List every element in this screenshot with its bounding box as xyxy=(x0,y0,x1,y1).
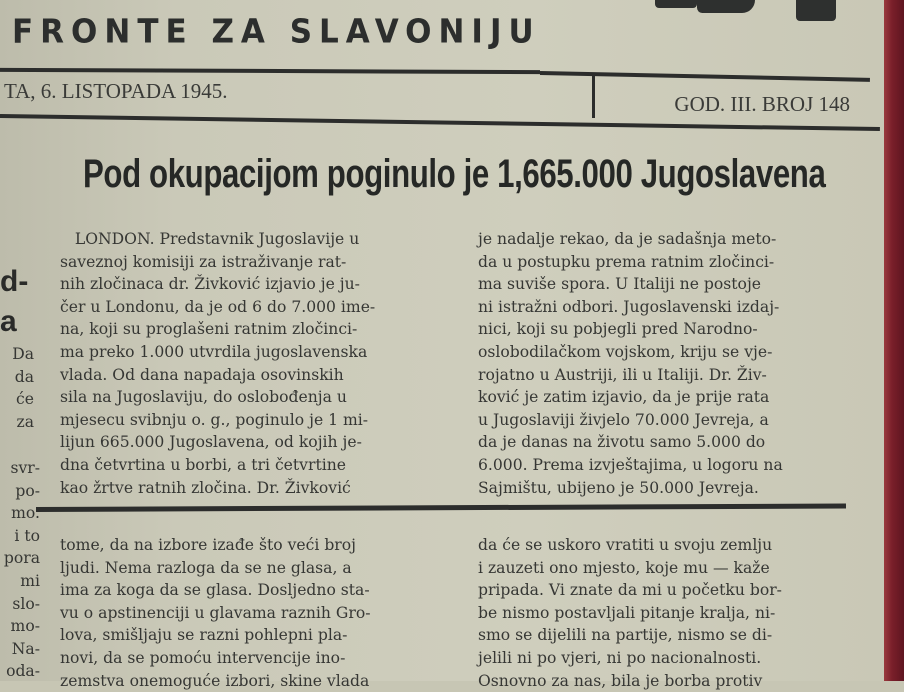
binding-edge xyxy=(884,0,904,681)
text-fragment: oda- xyxy=(6,662,40,681)
text-line: lijun 665.000 Jugoslavena, od kojih je- xyxy=(60,433,362,452)
article-column-right xyxy=(478,228,873,499)
side-column-fragment-bottom xyxy=(0,457,40,683)
text-line: jelili ni po vjeri, ni po nacionalnosti. xyxy=(478,648,762,667)
text-line: Sajmištu, ubijeno je 50.000 Jevreja. xyxy=(478,478,759,497)
text-line: kao žrtve ratnih zločina. Dr. Živković xyxy=(60,478,351,497)
text-line: vlada. Od dana napadaja osovinskih xyxy=(60,365,344,384)
text-fragment: Da xyxy=(12,345,34,363)
text-fragment: će xyxy=(16,390,34,409)
text-line: je nadalje rekao, da je sadašnja meto- xyxy=(478,230,777,248)
text-line: oslobodilačkom vojskom, kriju se vje- xyxy=(478,342,773,361)
text-line: sila na Jugoslaviju, do oslobođenja u xyxy=(60,388,347,407)
text-fragment: i to xyxy=(14,526,40,545)
text-line: lova, smišljaju se razni pohlepni pla- xyxy=(60,626,348,645)
side-article-headline-fragment xyxy=(0,262,30,342)
masthead-letter-fragment xyxy=(655,0,697,8)
article-column-left xyxy=(60,228,468,499)
text-fragment: da xyxy=(14,367,34,386)
text-line: 6.000. Prema izvještajima, u logoru na xyxy=(478,455,783,474)
header-rule-top xyxy=(0,68,540,74)
text-line: čer u Londonu, da je od 6 do 7.000 ime- xyxy=(60,297,376,316)
masthead-letter-fragment xyxy=(796,0,836,21)
dateline: TA, 6. LISTOPADA 1945. xyxy=(4,79,228,103)
next-article-column-left xyxy=(60,534,468,692)
text-line: da je danas na životu samo 5.000 do xyxy=(478,433,766,452)
text-fragment: slo- xyxy=(12,594,40,613)
text-fragment: mi xyxy=(20,571,40,590)
headline-fragment-line: d- xyxy=(0,265,29,298)
text-line: da u postupku prema ratnim zločinci- xyxy=(478,252,775,271)
text-fragment: Na- xyxy=(11,639,40,658)
text-line: be nismo postavljali pitanje kralja, ni- xyxy=(478,603,776,622)
text-line: ljudi. Nema razloga da se ne glasa, a xyxy=(60,558,352,577)
article-separator-rule xyxy=(36,503,846,512)
text-fragment: za xyxy=(16,412,34,431)
text-line: nici, koji su pobjegli pred Narodno- xyxy=(478,320,758,339)
headline-fragment-line: a xyxy=(0,305,17,338)
text-line: LONDON. Predstavnik Jugoslavije u xyxy=(60,230,360,248)
text-line: ima za koga da se glasa. Dosljedno sta- xyxy=(60,581,370,600)
text-line: mjesecu svibnju o. g., poginulo je 1 mi- xyxy=(60,410,369,429)
text-line: ković je zatim izjavio, da je prije rata xyxy=(478,388,770,407)
text-line: ma suviše spora. U Italiji ne postoje xyxy=(478,275,762,294)
text-line: u Jugoslaviji živjelo 70.000 Jevreja, a xyxy=(478,410,769,429)
masthead-letter-fragment xyxy=(697,0,755,13)
header-divider xyxy=(592,74,595,118)
text-line: zemstva onemoguće izbori, skine vlada xyxy=(60,671,370,690)
text-line: vu o apstinenciji u glavama raznih Gro- xyxy=(60,603,371,622)
side-column-fragment-top xyxy=(0,343,34,433)
text-line: rojatno u Austriji, ili u Italiji. Dr. Živ- xyxy=(478,365,767,384)
article-headline: Pod okupacijom poginulo je 1,665.000 Jugoslavena xyxy=(83,152,826,196)
text-line: ma preko 1.000 utvrdila jugoslavenska xyxy=(60,342,368,361)
text-fragment: mo. xyxy=(11,504,40,523)
issue-number: GOD. III. BROJ 148 xyxy=(674,92,850,116)
text-line: novi, da se pomoću intervencije ino- xyxy=(60,648,346,667)
header-rule-top xyxy=(540,71,870,82)
text-fragment: mo- xyxy=(10,617,40,636)
masthead-subtitle: FRONTE ZA SLAVONIJU xyxy=(12,13,541,51)
next-article-column-right xyxy=(478,534,873,692)
text-line: da će se uskoro vratiti u svoju zemlju xyxy=(478,536,773,554)
text-line: pripada. Vi znate da mi u početku bor- xyxy=(478,581,782,600)
text-line: saveznoj komisiji za istraživanje rat- xyxy=(60,252,347,271)
text-fragment: pora xyxy=(3,549,40,568)
text-line: tome, da na izbore izađe što veći broj xyxy=(60,536,356,554)
text-line: Osnovno za nas, bila je borba protiv xyxy=(478,671,763,690)
text-line: nih zločinaca dr. Živković izjavio je ju- xyxy=(60,275,360,294)
text-line: smo se dijelili na partije, nismo se di- xyxy=(478,626,773,645)
text-fragment: po- xyxy=(15,481,40,500)
text-fragment: svr- xyxy=(10,459,40,477)
text-line: dna četvrtina u borbi, a tri četvrtine xyxy=(60,455,346,474)
text-line: ni istražni odbori. Jugoslavenski izdaj- xyxy=(478,297,780,316)
text-line: na, koji su proglašeni ratnim zločinci- xyxy=(60,320,358,339)
text-line: i zauzeti ono mjesto, koje mu — kaže xyxy=(478,558,770,577)
